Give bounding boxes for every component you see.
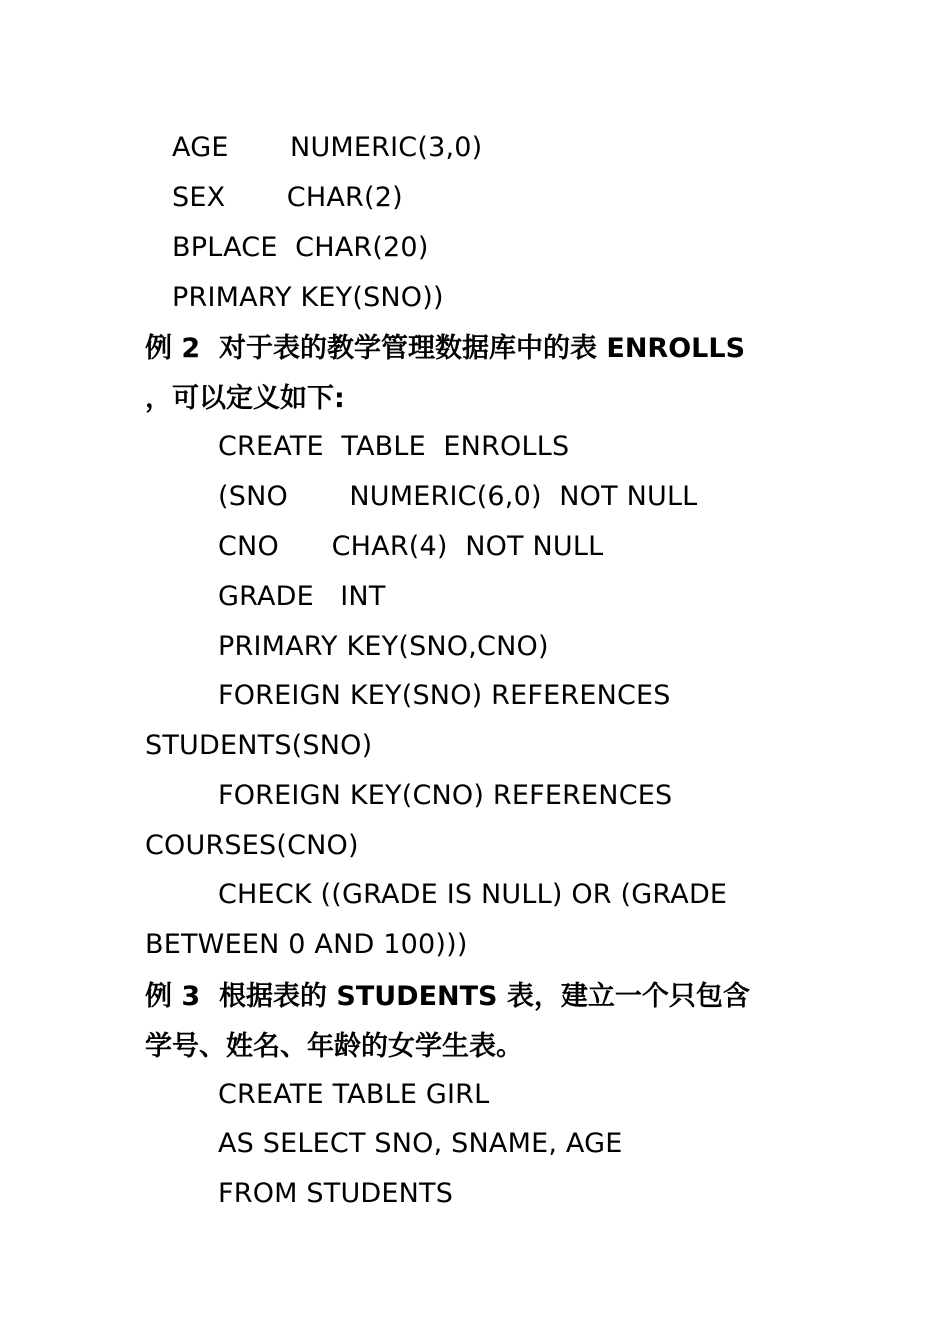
- code-line-grade: GRADE INT: [218, 581, 386, 612]
- code-line-cno: CNO CHAR(4) NOT NULL: [218, 531, 604, 562]
- code-line-check: CHECK ((GRADE IS NULL) OR (GRADE: [218, 879, 728, 910]
- code-line-primary-key: PRIMARY KEY(SNO)): [172, 282, 444, 313]
- code-line-select: AS SELECT SNO, SNAME, AGE: [218, 1128, 623, 1159]
- code-line-create-girl: CREATE TABLE GIRL: [218, 1079, 490, 1110]
- code-line-age: AGE NUMERIC(3,0): [172, 132, 483, 163]
- example-2-heading-cont: ，可以定义如下:: [145, 383, 345, 414]
- code-line-bplace: BPLACE CHAR(20): [172, 232, 429, 263]
- code-line-from: FROM STUDENTS: [218, 1178, 454, 1209]
- example-2-heading: 例 2 对于表的教学管理数据库中的表 ENROLLS: [145, 333, 746, 364]
- code-line-create-enrolls: CREATE TABLE ENROLLS: [218, 431, 570, 462]
- code-line-foreign-key-sno: FOREIGN KEY(SNO) REFERENCES: [218, 680, 671, 711]
- code-line-sno: (SNO NUMERIC(6,0) NOT NULL: [218, 481, 698, 512]
- code-line-sex: SEX CHAR(2): [172, 182, 403, 213]
- example-3-heading: 例 3 根据表的 STUDENTS 表，建立一个只包含: [145, 981, 750, 1012]
- code-line-check-between: BETWEEN 0 AND 100))): [145, 929, 468, 960]
- example-3-heading-cont: 学号、姓名、年龄的女学生表。: [145, 1031, 523, 1062]
- code-line-primary-key-composite: PRIMARY KEY(SNO,CNO): [218, 631, 549, 662]
- code-line-students-ref: STUDENTS(SNO): [145, 730, 373, 761]
- code-line-courses-ref: COURSES(CNO): [145, 830, 359, 861]
- code-line-foreign-key-cno: FOREIGN KEY(CNO) REFERENCES: [218, 780, 673, 811]
